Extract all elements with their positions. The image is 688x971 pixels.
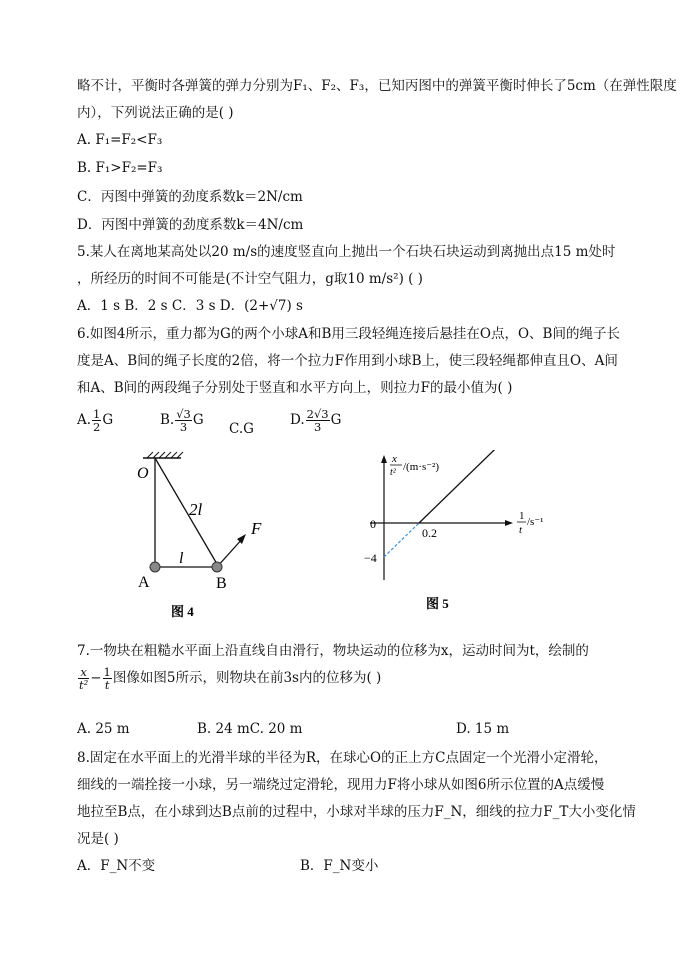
q8-line3: 地拉至B点，在小球到达B点前的过程中，小球对半球的压力F_N，细线的拉力F_T大小变化情: [77, 804, 636, 820]
q4-line2: 内），下列说法正确的是( ): [77, 105, 234, 121]
fig4-ball-b: [212, 562, 222, 572]
fig5-x-unit: /s⁻¹: [527, 516, 544, 528]
q5-line2: ，所经历的时间不可能是(不计空气阻力，g取10 m/s²) ( ): [77, 271, 423, 287]
q8-option-b: B．F_N变小: [300, 858, 379, 874]
fig4-ball-a: [150, 562, 160, 572]
q8-line1: 8.固定在水平面上的光滑半球的半径为R，在球心O的正上方C点固定一个光滑小定滑轮，: [77, 750, 608, 766]
fig4-label-a: A: [138, 574, 150, 591]
q7-option-d: D. 15 m: [456, 721, 510, 737]
q4-option-a: A. F₁=F₂<F₃: [77, 132, 163, 148]
q5-line1: 5.某人在离地某高处以20 m/s的速度竖直向上抛出一个石块石块运动到离抛出点15 m处时: [77, 244, 616, 260]
fig5-tick-neg4: −4: [364, 551, 377, 565]
fig4-label-f: F: [251, 519, 262, 538]
fig5-x-label-num: 1: [519, 510, 525, 522]
fig5-y-label-num: x: [392, 453, 397, 465]
q8-line4: 况是( ): [77, 831, 119, 847]
fig5-tick-zero: 0: [370, 517, 376, 531]
q4-option-d: D．丙图中弹簧的劲度系数k＝4N/cm: [77, 217, 304, 233]
q7-line2: $\frac{x}{\text{t²}}$ − $\frac{1}{t}$ 图像如图5所示，则物块在前3s内的位移为( ): [79, 665, 382, 692]
q5-options: A．1 s B．2 s C．3 s D．(2+√7) s: [77, 298, 303, 314]
q7-option-a: A. 25 m: [77, 721, 130, 737]
q4-option-b: B. F₁>F₂=F₃: [77, 160, 163, 176]
q6-option-a: A. $\frac{1}{2}$ G: [77, 407, 114, 434]
fig5-caption: 图 5: [426, 596, 449, 611]
q6-option-b: B. $\frac{√3}{3}$ G: [160, 407, 204, 434]
q8-line2: 细线的一端拴接一小球，另一端绕过定滑轮，现用力F将小球从如图6所示位置的A点缓慢: [77, 777, 605, 793]
fig4-force-arrow: [217, 538, 243, 567]
fig4-label-2l: 2l: [189, 500, 203, 519]
q4-option-c: C．丙图中弹簧的劲度系数k＝2N/cm: [77, 189, 303, 205]
fig5-x-label-den: t: [519, 524, 523, 536]
q6-option-c: C.G: [229, 421, 254, 437]
fig4-label-l: l: [179, 550, 184, 567]
fig4-rope-ob: [155, 458, 217, 564]
q7-option-bc: B. 24 mC. 20 m: [197, 721, 303, 737]
q6-option-d: D. $\frac{2√3}{3}$ G: [290, 407, 342, 434]
figure-5: [330, 450, 560, 620]
fig4-ceiling-hatch: [147, 452, 183, 458]
q8-option-a: A．F_N不变: [77, 858, 156, 874]
fig5-tick-02: 0.2: [422, 526, 437, 540]
fig5-dashed-line: [384, 523, 419, 557]
figure-4: [125, 450, 285, 620]
fig5-x-arrowhead: [505, 520, 513, 526]
q6-line2: 度是A、B间的绳子长度的2倍，将一个拉力F作用到小球B上，使三段轻绳都伸直且O、A间: [77, 353, 618, 369]
fig5-y-arrowhead: [381, 455, 387, 463]
fig4-label-b: B: [216, 575, 227, 592]
fig5-y-label-den: t²: [390, 467, 396, 478]
q4-line1: 略不计，平衡时各弹簧的弹力分别为F₁、F₂、F₃，已知丙图中的弹簧平衡时伸长了5cm（在弹性限度: [77, 78, 677, 94]
q6-line3: 和A、B间的两段绳子分别处于竖直和水平方向上，则拉力F的最小值为( ): [77, 380, 513, 396]
q6-line1: 6.如图4所示，重力都为G的两个小球A和B用三段轻绳连接后悬挂在O点，O、B间的绳子长: [77, 326, 620, 342]
fig4-caption: 图 4: [171, 604, 194, 619]
q7-line1: 7.一物块在粗糙水平面上沿直线自由滑行，物块运动的位移为x，运动时间为t，绘制的: [77, 643, 589, 659]
fig5-y-unit: /(m·s⁻²): [403, 461, 439, 473]
fig4-label-o: O: [137, 465, 149, 482]
